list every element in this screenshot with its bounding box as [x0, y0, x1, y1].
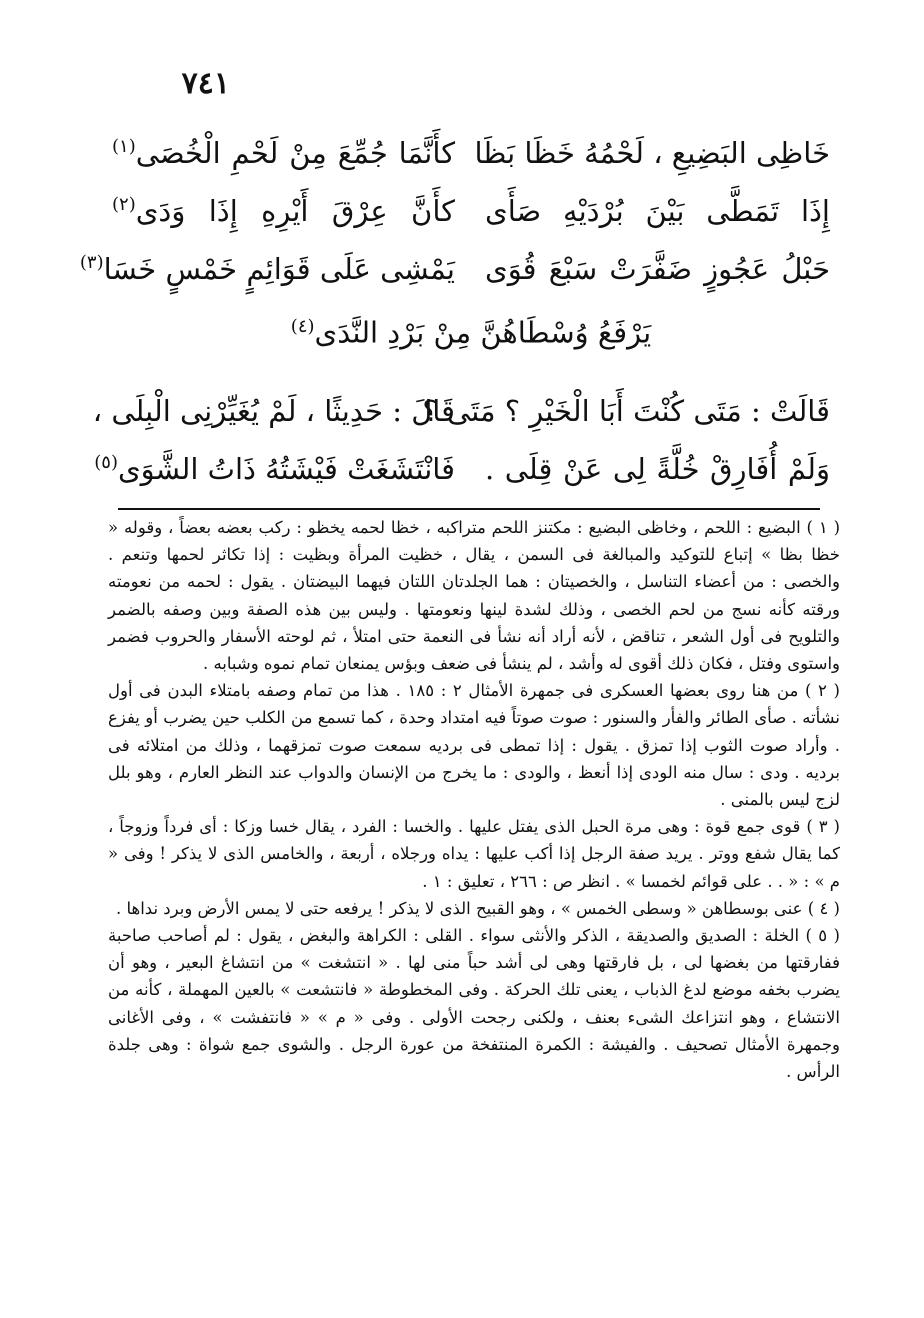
verse-hemistich-right: وَلَمْ أُفَارِقْ خُلَّةً لِى عَنْ قِلَى .: [485, 452, 830, 486]
footnote-3: [108, 813, 840, 895]
verse-hemistich-text: يَمْشِى عَلَى قَوَائِمٍ خَمْسٍ خَسَا: [103, 252, 455, 286]
footnote-4: [108, 895, 840, 922]
page-number: ٧٤١: [181, 66, 230, 101]
footnote-1: [108, 514, 840, 677]
footnote-number: ( ٣ ): [806, 817, 840, 837]
verse-hemistich-right: خَاظِى البَضِيعِ ، لَحْمُهُ خَظَا بَظَا: [474, 136, 830, 170]
footnote-text: الخلة : الصديق والصديقة ، الذكر والأنثى سواء . القلى : الكراهة والبغض ، يقول : لم أصاحب صاحبة ففارقتها من بغضها لى ، بل فارقتها وهى لى أشد حباً منى لها . « انتشغت » من انتشاغ البعير ، وهو أن يضرب بخفه موضع لدغ الذباب ، يعنى تلك الحركة . وفى المخطوطة « فانتشعت » بالعين المهملة ، كأنه من الانتشاع ، وهو انتزاعك الشىء بعنف ، ولكنى رجحت الأولى . وفى « م » « فانتفشت » ، وفى الأغانى وجمهرة الأمثال تصحيف . والفيشة : الكمرة المنتفخة من عورة الرجل . والشوى جمع شواة : وهى جلدة الرأس .: [108, 926, 840, 1082]
verse-block-1: [79, 124, 830, 356]
footnote-ref: (٤): [290, 316, 315, 337]
verse-hemistich-text: قَالَ : حَدِيثًا ، لَمْ يُغَيِّرْنِى الْبِلَى ،: [92, 394, 455, 428]
verse-hemistich-right: حَبْلُ عَجُوزٍ ضَفَّرَتْ سَبْعَ قُوَى: [485, 252, 830, 286]
footnote-number: ( ١ ): [806, 518, 841, 537]
verse-hemistich-left: [110, 136, 455, 170]
footnote-text: قوى جمع قوة : وهى مرة الحبل الذى يفتل عليها . والخسا : الفرد ، يقال خسا وزكا : أى فرداً وزوجاً ، كما يقال شفع ووتر . يريد صفة الرجل إذا أكب عليها : يداه ورجلاه ، أربعة ، والخامس الذى لا يذكر ! وفى « م » : « . . على قوائم لخمسا » . انظر ص : ٢٦٦ ، تعليق : ١ .: [108, 817, 840, 891]
footnote-ref: (١): [112, 136, 136, 158]
verse-center-text: يَرْفَعُ وُسْطَاهُنَّ مِنْ بَرْدِ النَّدَى: [314, 315, 652, 350]
footnote-text: البضيع : اللحم ، وخاظى البضيع : مكتنز اللحم متراكبه ، خظا لحمه يخظو : ركب بعضه بعضاً ، وقوله « خظا بظا » إتباع للتوكيد والمبالغة فى السمن ، يقال ، خظيت المرأة وبظيت : إذا تكاثر لحمها وتنعم . والخصى : من أعضاء التناسل ، والخصيتان : هما الجلدتان اللتان فيهما البيضتان . يقول : لحمه من نعومته ورقته كأنه نسج من لحم الخصى ، وذلك لشدة لينها ونعومتها . وليس بين هذه الصفة وبين وصفه بالضمر والتلويح فى أول الشعر ، تناقض ، لأنه أراد أنه نشأ فى النعمة حتى امتلأ ، ثم لوحته الأسفار والحروب فضمر واستوى وفتل ، فكان ذلك أقوى له وأشد ، لم ينشأ فى ضعف وبؤس يمنعان تمام نموه وشبابه .: [108, 518, 840, 674]
verse-block-2: [92, 382, 830, 498]
verse-line: [110, 124, 830, 182]
footnote-2: [108, 677, 840, 813]
footnote-number: ( ٤ ): [807, 898, 840, 918]
footnote-text: عنى بوسطاهن « وسطى الخمس » ، وهو القبيح الذى لا يذكر ! يرفعه حتى لا يمس الأرض وبرد نداها .: [115, 898, 803, 918]
footnotes-section: [108, 514, 840, 1085]
verse-hemistich-right: قَالَتْ : مَتَى كُنْتَ أَبَا الْخَيْرِ ؟ مَتَى ؟: [422, 394, 830, 428]
verse-line: [92, 382, 830, 440]
verse-line: [110, 182, 830, 240]
verse-hemistich-text: كأَنَّ عِرْقَ أَيْرِهِ إِذَا وَدَى: [135, 194, 455, 228]
verse-hemistich-left: [110, 194, 455, 228]
verse-hemistich-left: [92, 394, 455, 428]
footnote-5: [108, 922, 840, 1085]
footnote-number: ( ٥ ): [805, 926, 840, 946]
verse-hemistich-left: [94, 452, 455, 486]
footnote-ref: (٥): [94, 452, 118, 474]
footnote-ref: (٢): [112, 194, 136, 216]
verse-hemistich-text: كأَنَّمَا جُمِّعَ مِنْ لَحْمِ الْخُصَى: [135, 136, 455, 170]
verse-line: [79, 240, 830, 298]
verse-hemistich-text: فَانْتَشَغَتْ فَيْشَتُهُ ذَاتُ الشَّوَى: [117, 452, 455, 486]
verse-line: [94, 440, 830, 498]
footnote-text: من هنا روى بعضها العسكرى فى جمهرة الأمثال ٢ : ١٨٥ . هذا من تمام وصفه بامتلاء البدن فى أول نشأته . صأى الطائر والفأر والسنور : صوت صوتاً فيه امتداد وحدة ، كما تسمع من الكلب حين يضرب أو يفزع . وأراد صوت الثوب إذا تمزق . يقول : إذا تمطى فى برديه سمعت صوت تمزقهما ، وذلك من امتلائه فى برديه . ودى : سال منه الودى إذا أنعظ ، والودى : ما يخرج من الإنسان والدواب عند النظر العارم ، وهو بلل لزج ليس بالمنى .: [108, 681, 840, 810]
verse-center-line: [110, 298, 830, 356]
footnote-divider: [118, 508, 820, 510]
footnote-number: ( ٢ ): [804, 681, 840, 701]
verse-hemistich-left: [79, 252, 455, 286]
verse-hemistich-right: إِذَا تَمَطَّى بَيْنَ بُرْدَيْهِ صَأَى: [485, 194, 830, 228]
footnote-ref: (٣): [79, 252, 104, 274]
